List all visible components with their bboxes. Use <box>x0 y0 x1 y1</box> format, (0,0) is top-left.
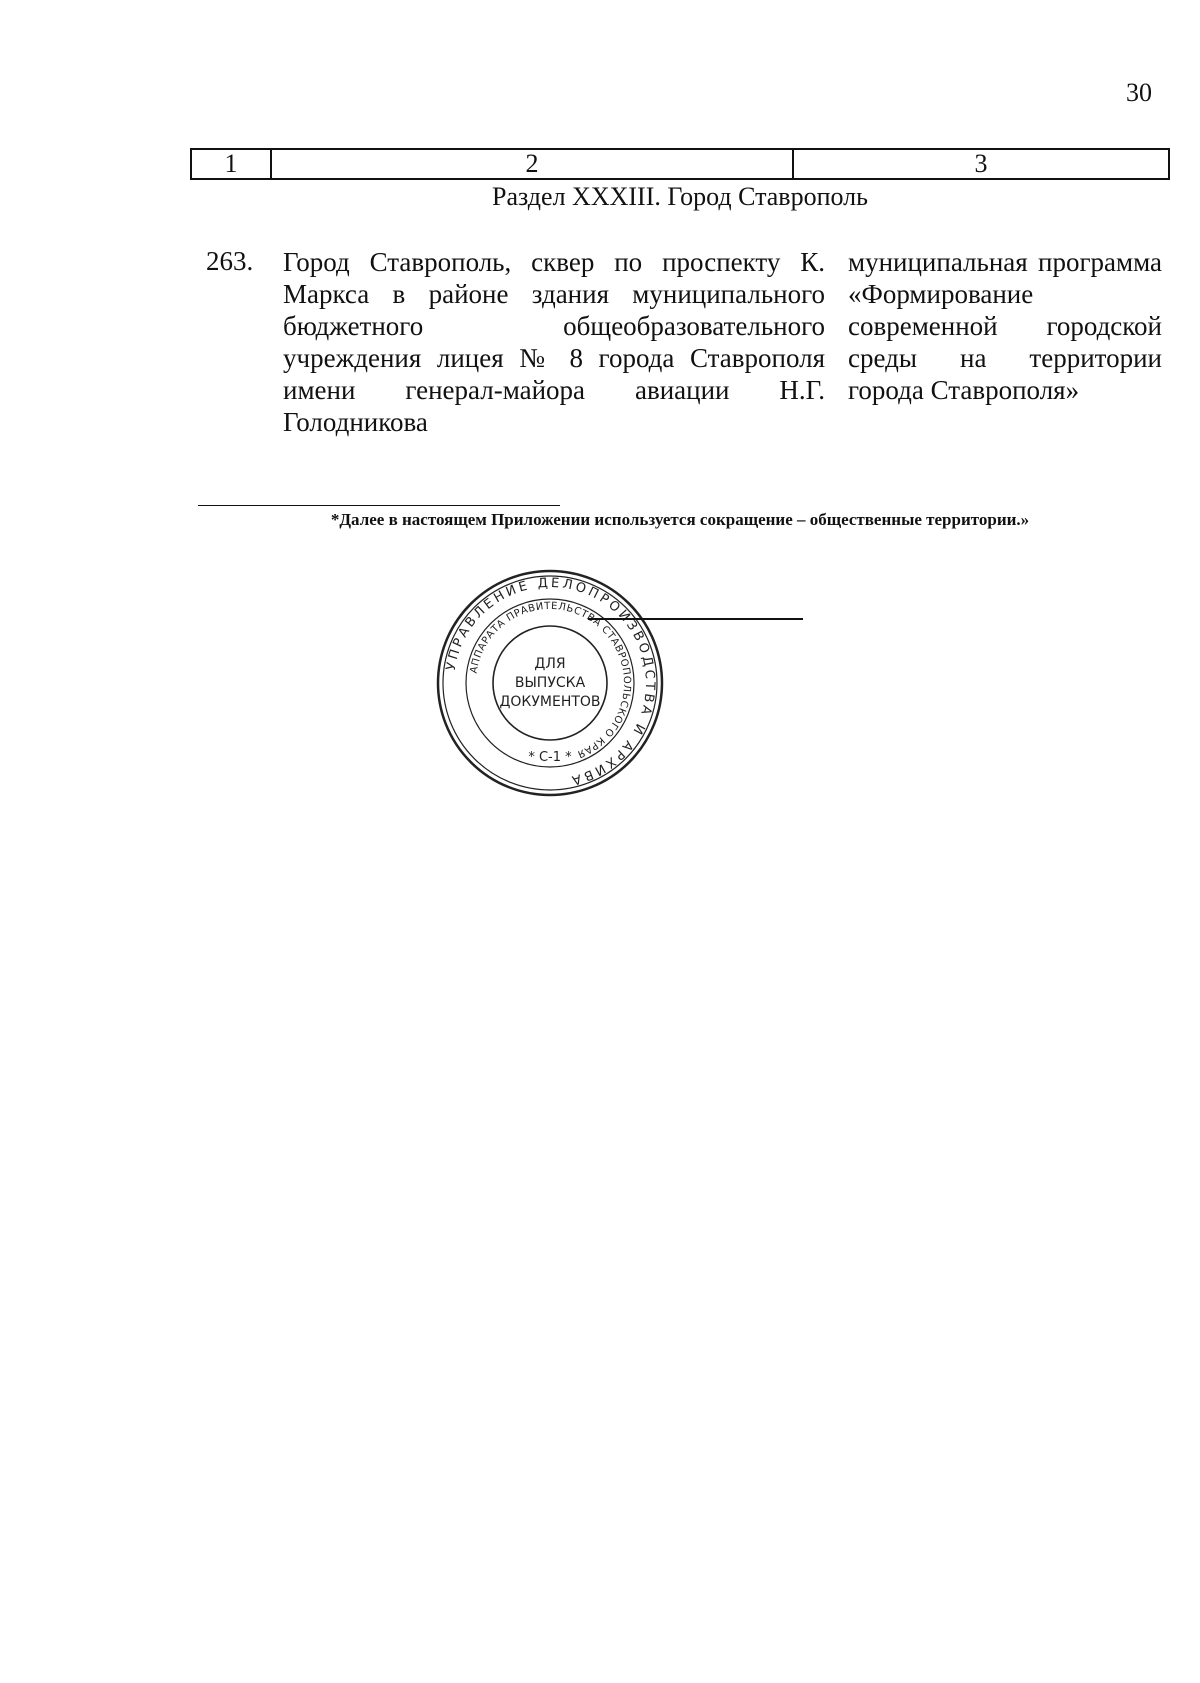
signature-line <box>588 618 803 620</box>
row-program: муниципальная программа «Формирование современной городской среды на территории города Ставрополя» <box>848 247 1162 405</box>
footnote: *Далее в настоящем Приложении используется сокращение – общественные территории.» <box>330 510 1030 529</box>
stamp-inner-text: АППАРАТА ПРАВИТЕЛЬСТВА СТАВРОПОЛЬСКОГО КРАЯ <box>468 600 633 760</box>
stamp-center-line-3: ДОКУМЕНТОВ <box>499 694 601 710</box>
column-header-3: 3 <box>793 149 1169 179</box>
stamp-code: * С-1 * <box>528 750 572 765</box>
footnote-divider <box>198 505 560 506</box>
stamp-outer-text: УПРАВЛЕНИЕ ДЕЛОПРОИЗВОДСТВА И АРХИВА <box>443 575 658 789</box>
section-title: Раздел XXXIII. Город Ставрополь <box>492 182 868 211</box>
column-header-1: 1 <box>191 149 271 179</box>
column-header-2: 2 <box>271 149 793 179</box>
page-number: 30 <box>1126 78 1152 107</box>
row-description: Город Ставрополь, сквер по проспекту К. Маркса в районе здания муниципального бюджетного общеобразовательного учреждения лицея № 8 города Ставрополя имени генерал-майора авиации Н.Г. Голодникова <box>283 247 825 437</box>
stamp-center-line-1: ДЛЯ <box>534 656 566 672</box>
column-header-table <box>190 148 1170 180</box>
official-stamp <box>432 565 668 801</box>
row-number: 263. <box>206 246 254 276</box>
stamp-center-line-2: ВЫПУСКА <box>514 675 586 691</box>
